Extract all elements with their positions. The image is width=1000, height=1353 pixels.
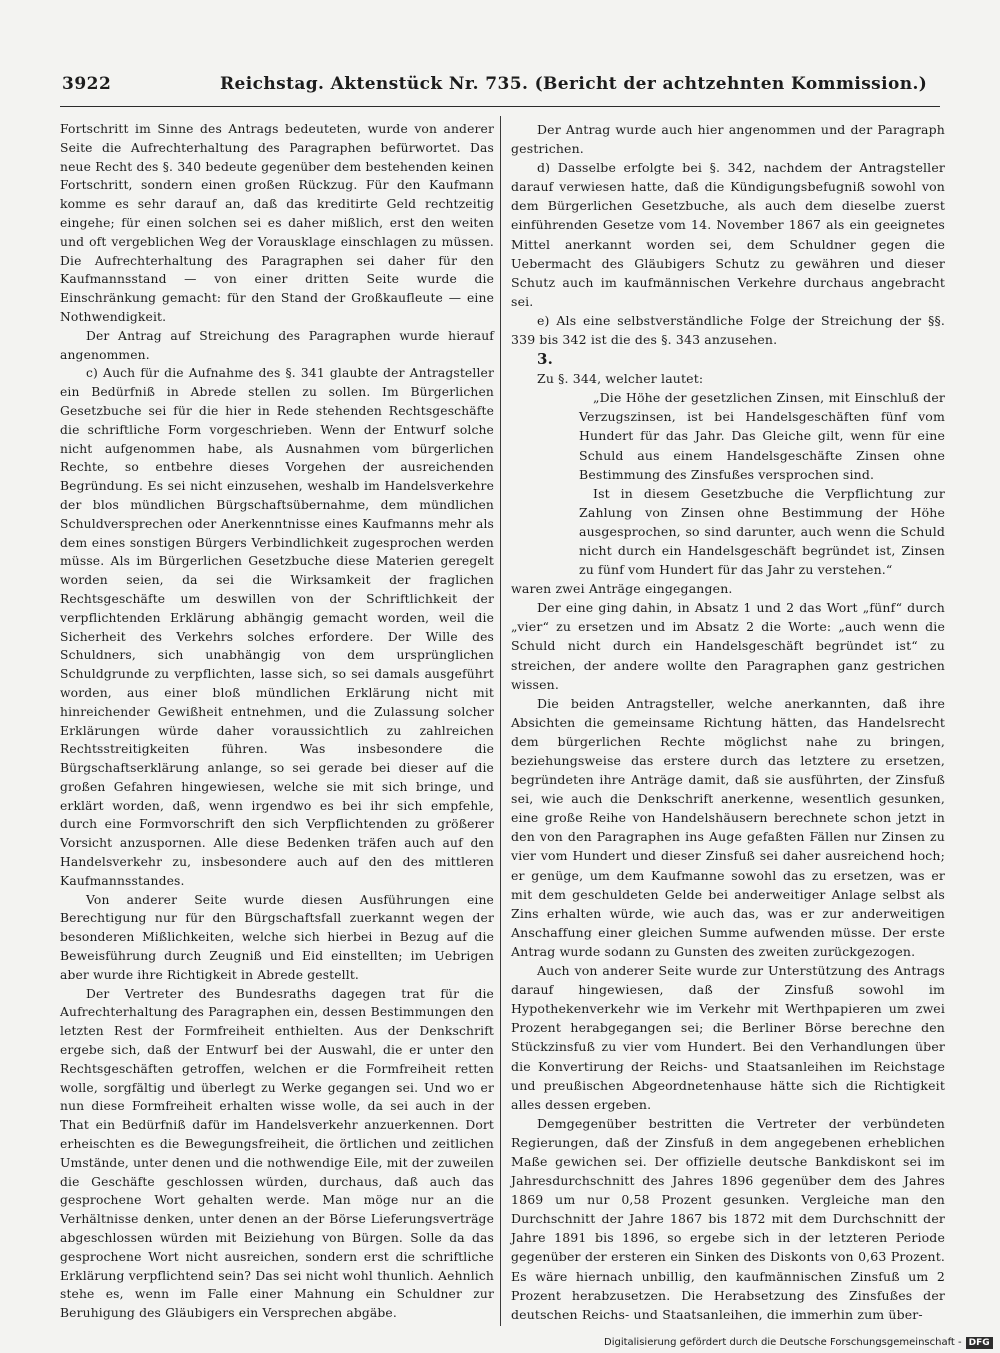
paragraph: Fortschritt im Sinne des Antrags bedeuteten, wurde von anderer Seite die Aufrechterhaltung des Paragraphen befürwortet. Das neue Recht des §. 340 bedeute gegenüber dem bestehenden keinen Fortschritt, sondern einen großen Rückzug. Für den Kaufmann komme es sehr darauf an, daß das kreditirte Geld rechtzeitig eingehe; für einen solchen sei es daher mißlich, erst den weiten und oft vergeblichen Weg der Vorausklage einschlagen zu müssen. Die Aufrechterhaltung des Paragraphen sei daher für den Kaufmannsstand — von einer dritten Seite wurde die Einschränkung gemacht: für den Stand der Großkaufleute — eine Nothwendigkeit. — [60, 122, 494, 324]
digitization-footer — [604, 1336, 994, 1350]
quoted-paragraph: Ist in diesem Gesetzbuche die Verpflichtung zur Zahlung von Zinsen ohne Bestimmung der Höhe ausgesprochen, so sind darunter, auch wenn die Schuld nicht durch ein Handelsgeschäft begründet ist, Zinsen zu fünf vom Hundert für das Jahr zu verstehen.“ — [579, 485, 945, 578]
running-title: Reichstag. Aktenstück Nr. 735. (Bericht der achtzehnten Kommission.) — [220, 74, 928, 94]
right-column — [511, 120, 945, 1324]
paragraph: waren zwei Anträge eingegangen. — [511, 581, 733, 597]
paragraph: c) Auch für die Aufnahme des §. 341 glaubte der Antragsteller ein Bedürfniß in Abrede stellen zu sollen. Im Bürgerlichen Gesetzbuche sei für die hier in Rede stehenden Rechtsgeschäfte die schriftliche Form vorgeschrieben. Wenn der Entwurf solche nicht aufgenommen habe, als Ausnahmen vom bürgerlichen Rechte, so entbehre dieses Vorgehen der ausreichenden Begründung. Es sei nicht einzusehen, weshalb im Handelsverkehre der blos mündlichen Bürgschaftsübernahme, dem mündlichen Schuldversprechen oder Anerkenntnisse eines Kaufmanns mehr als dem eines sonstigen Bürgers Verbindlichkeit zugesprochen werden müsse. Als im Bürgerlichen Gesetzbuche diese Materien geregelt worden seien, da sei die Wirksamkeit der fraglichen Rechtsgeschäfte um deswillen von der Schriftlichkeit der verpflichtenden Erklärung abhängig gemacht worden, weil die Sicherheit des Verkehrs solches erfordere. Der Wille des Schuldners, sich unabhängig von dem ursprünglichen Schuldgrunde zu verpflichten, lasse sich, so sei damals ausgeführt worden, aus einer bloß mündlichen Erklärung nicht mit hinreichender Gewißheit entnehmen, und die Zulassung solcher Erklärungen würde daher voraussichtlich zu zahlreichen Rechtsstreitigkeiten führen. Was insbesondere die Bürgschaftserklärung anlange, so sei gerade bei dieser auf die großen Gefahren hingewiesen, welche sie mit sich bringe, und erklärt worden, daß, wenn irgendwo es bei ihr sich empfehle, durch eine Formvorschrift den sich Verpflichtenden zu größerer Vorsicht anzuspornen. Alle diese Bedenken träfen auch auf den Handelsverkehr zu, insbesondere auch auf den des mittleren Kaufmannsstandes. — [60, 366, 494, 888]
paragraph: Der eine ging dahin, in Absatz 1 und 2 das Wort „fünf“ durch „vier“ zu ersetzen und im Absatz 2 die Worte: „auch wenn die Schuld nicht durch ein Handelsgeschäft begründet ist“ zu streichen, der andere wollte den Paragraphen ganz gestrichen wissen. — [511, 600, 945, 692]
paragraph: Von anderer Seite wurde diesen Ausführungen eine Berechtigung nur für den Bürgschaftsfall zuerkannt wegen der besonderen Mißlichkeiten, welche sich hierbei in Bezug auf die Beweisführung durch Zeugniß und Eid einstellten; im Uebrigen aber wurde ihre Richtigkeit in Abrede gestellt. — [60, 892, 494, 982]
section-intro: Zu §. 344, welcher lautet: — [537, 371, 704, 387]
section-number: 3. — [537, 350, 553, 369]
dfg-logo: DFG — [966, 1337, 993, 1349]
paragraph: e) Als eine selbstverständliche Folge der Streichung der §§. 339 bis 342 ist die des §. 343 anzusehen. — [511, 312, 945, 348]
paragraph: Der Vertreter des Bundesraths dagegen trat für die Aufrechterhaltung des Paragraphen ein, dessen Bestimmungen den letzten Rest der Formfreiheit enthielten. Aus der Denkschrift ergebe sich, daß der Entwurf bei der Auswahl, die er unter den Rechtsgeschäften getroffen, welchen er die Formfreiheit retten wolle, sorgfältig und überlegt zu Werke gegangen sei. Und wo er nun diese Formfreiheit erhalten wisse wolle, da sei auch in der That ein Bedürfniß dafür im Handelsverkehr anzuerkennen. Dort erheischten es die Bewegungsfreiheit, die örtlichen und zeitlichen Umstände, unter denen und die nothwendige Eile, mit der zuweilen die Geschäfte geschlossen würden, durchaus, daß auch das gesprochene Wort gehalten werde. Man möge nur an die Verhältnisse denken, unter denen an der Börse Lieferungsverträge abgeschlossen würden mit Beiziehung von Bürgen. Solle da das gesprochene Wort nicht ausreichen, sondern erst die schriftliche Erklärung verpflichtend sein? Das sei nicht wohl thunlich. Aehnlich stehe es, wenn im Falle einer Mahnung ein Schuldner zur Beruhigung des Gläubigers ein Versprechen abgäbe. — [60, 986, 494, 1321]
paragraph: d) Dasselbe erfolgte bei §. 342, nachdem der Antragsteller darauf verwiesen hatte, daß die Kündigungsbefugniß sowohl von dem Bürgerlichen Gesetzbuche, als auch dem dieselbe zuerst einführenden Gesetze vom 14. November 1867 als ein geeignetes Mittel anerkannt worden sei, dem Schuldner gegen die Uebermacht des Gläubigers Schutz zu gewähren und dieser Schutz auch im kaufmännischen Verkehre durchaus angebracht sei. — [511, 160, 945, 309]
paragraph: Der Antrag wurde auch hier angenommen und der Paragraph gestrichen. — [511, 122, 945, 157]
left-column — [60, 120, 494, 1323]
quoted-paragraph: „Die Höhe der gesetzlichen Zinsen, mit Einschluß der Verzugszinsen, ist bei Handelsgeschäften fünf vom Hundert für das Jahr. Das Gleiche gilt, wenn für eine Schuld aus einem Handelsgeschäfte Zinsen ohne Bestimmung des Zinsfußes versprochen sind. — [579, 390, 945, 482]
paragraph: Auch von anderer Seite wurde zur Unterstützung des Antrags darauf hingewiesen, daß der Zinsfuß sowohl im Hypothekenverkehr wie im Verkehr mit Werthpapieren um zwei Prozent herabgegangen sei; die Berliner Börse berechne den Stückzinsfuß zu vier vom Hundert. Bei den Verhandlungen über die Konvertirung der Reichs- und Staatsanleihen im Reichstage und preußischen Abgeordnetenhause hätte sich die Richtigkeit alles dessen ergeben. — [511, 963, 945, 1112]
paragraph: Demgegenüber bestritten die Vertreter der verbündeten Regierungen, daß der Zinsfuß in dem angegebenen erheblichen Maße gewichen sei. Der offizielle deutsche Bankdiskont sei im Jahresdurchschnitt des Jahres 1896 gegenüber dem des Jahres 1869 um nur 0,58 Prozent gesunken. Vergleiche man den Durchschnitt der Jahre 1867 bis 1872 mit dem Durchschnitt der Jahre 1891 bis 1896, so ergebe sich in der letzteren Periode gegenüber der ersteren ein Sinken des Diskonts von 0,63 Prozent. Es wäre hiernach unbillig, den kaufmännischen Zinsfuß um 2 Prozent herabzusetzen. Die Herabsetzung des Zinsfußes der deutschen Reichs- und Staatsanleihen, die immerhin zum über- — [511, 1115, 945, 1322]
footer-text: Digitalisierung gefördert durch die Deutsche Forschungsgemeinschaft - — [604, 1337, 962, 1348]
page-number: 3922 — [62, 74, 112, 94]
page-header — [60, 70, 940, 107]
paragraph: Der Antrag auf Streichung des Paragraphen wurde hierauf angenommen. — [60, 328, 494, 362]
paragraph: Die beiden Antragsteller, welche anerkannten, daß ihre Absichten die gemeinsame Richtung hätten, das Handelsrecht dem bürgerlichen Rechte möglichst nahe zu bringen, beziehungsweise das erstere durch das letztere zu ersetzen, begründeten ihre Anträge damit, daß sie ausführten, der Zinsfuß sei, wie auch die Denkschrift anerkenne, wesentlich gesunken, eine große Reihe von Handelshäusern berechnete schon jetzt in den von den Paragraphen ins Auge gefaßten Fällen nur Zinsen zu vier vom Hundert und dieser Zinsfuß sei daher ausreichend hoch; er genüge, um dem Kaufmanne sowohl das zu ersetzen, was er mit dem geschuldeten Gelde bei anderweitiger Anlage selbst als Zins erhalten würde, wie auch das, was er zur anderweitigen Anschaffung einer gleichen Summe aufwenden müsse. Der erste Antrag wurde sodann zu Gunsten des zweiten zurückgezogen. — [511, 695, 945, 959]
column-divider — [500, 116, 501, 1326]
